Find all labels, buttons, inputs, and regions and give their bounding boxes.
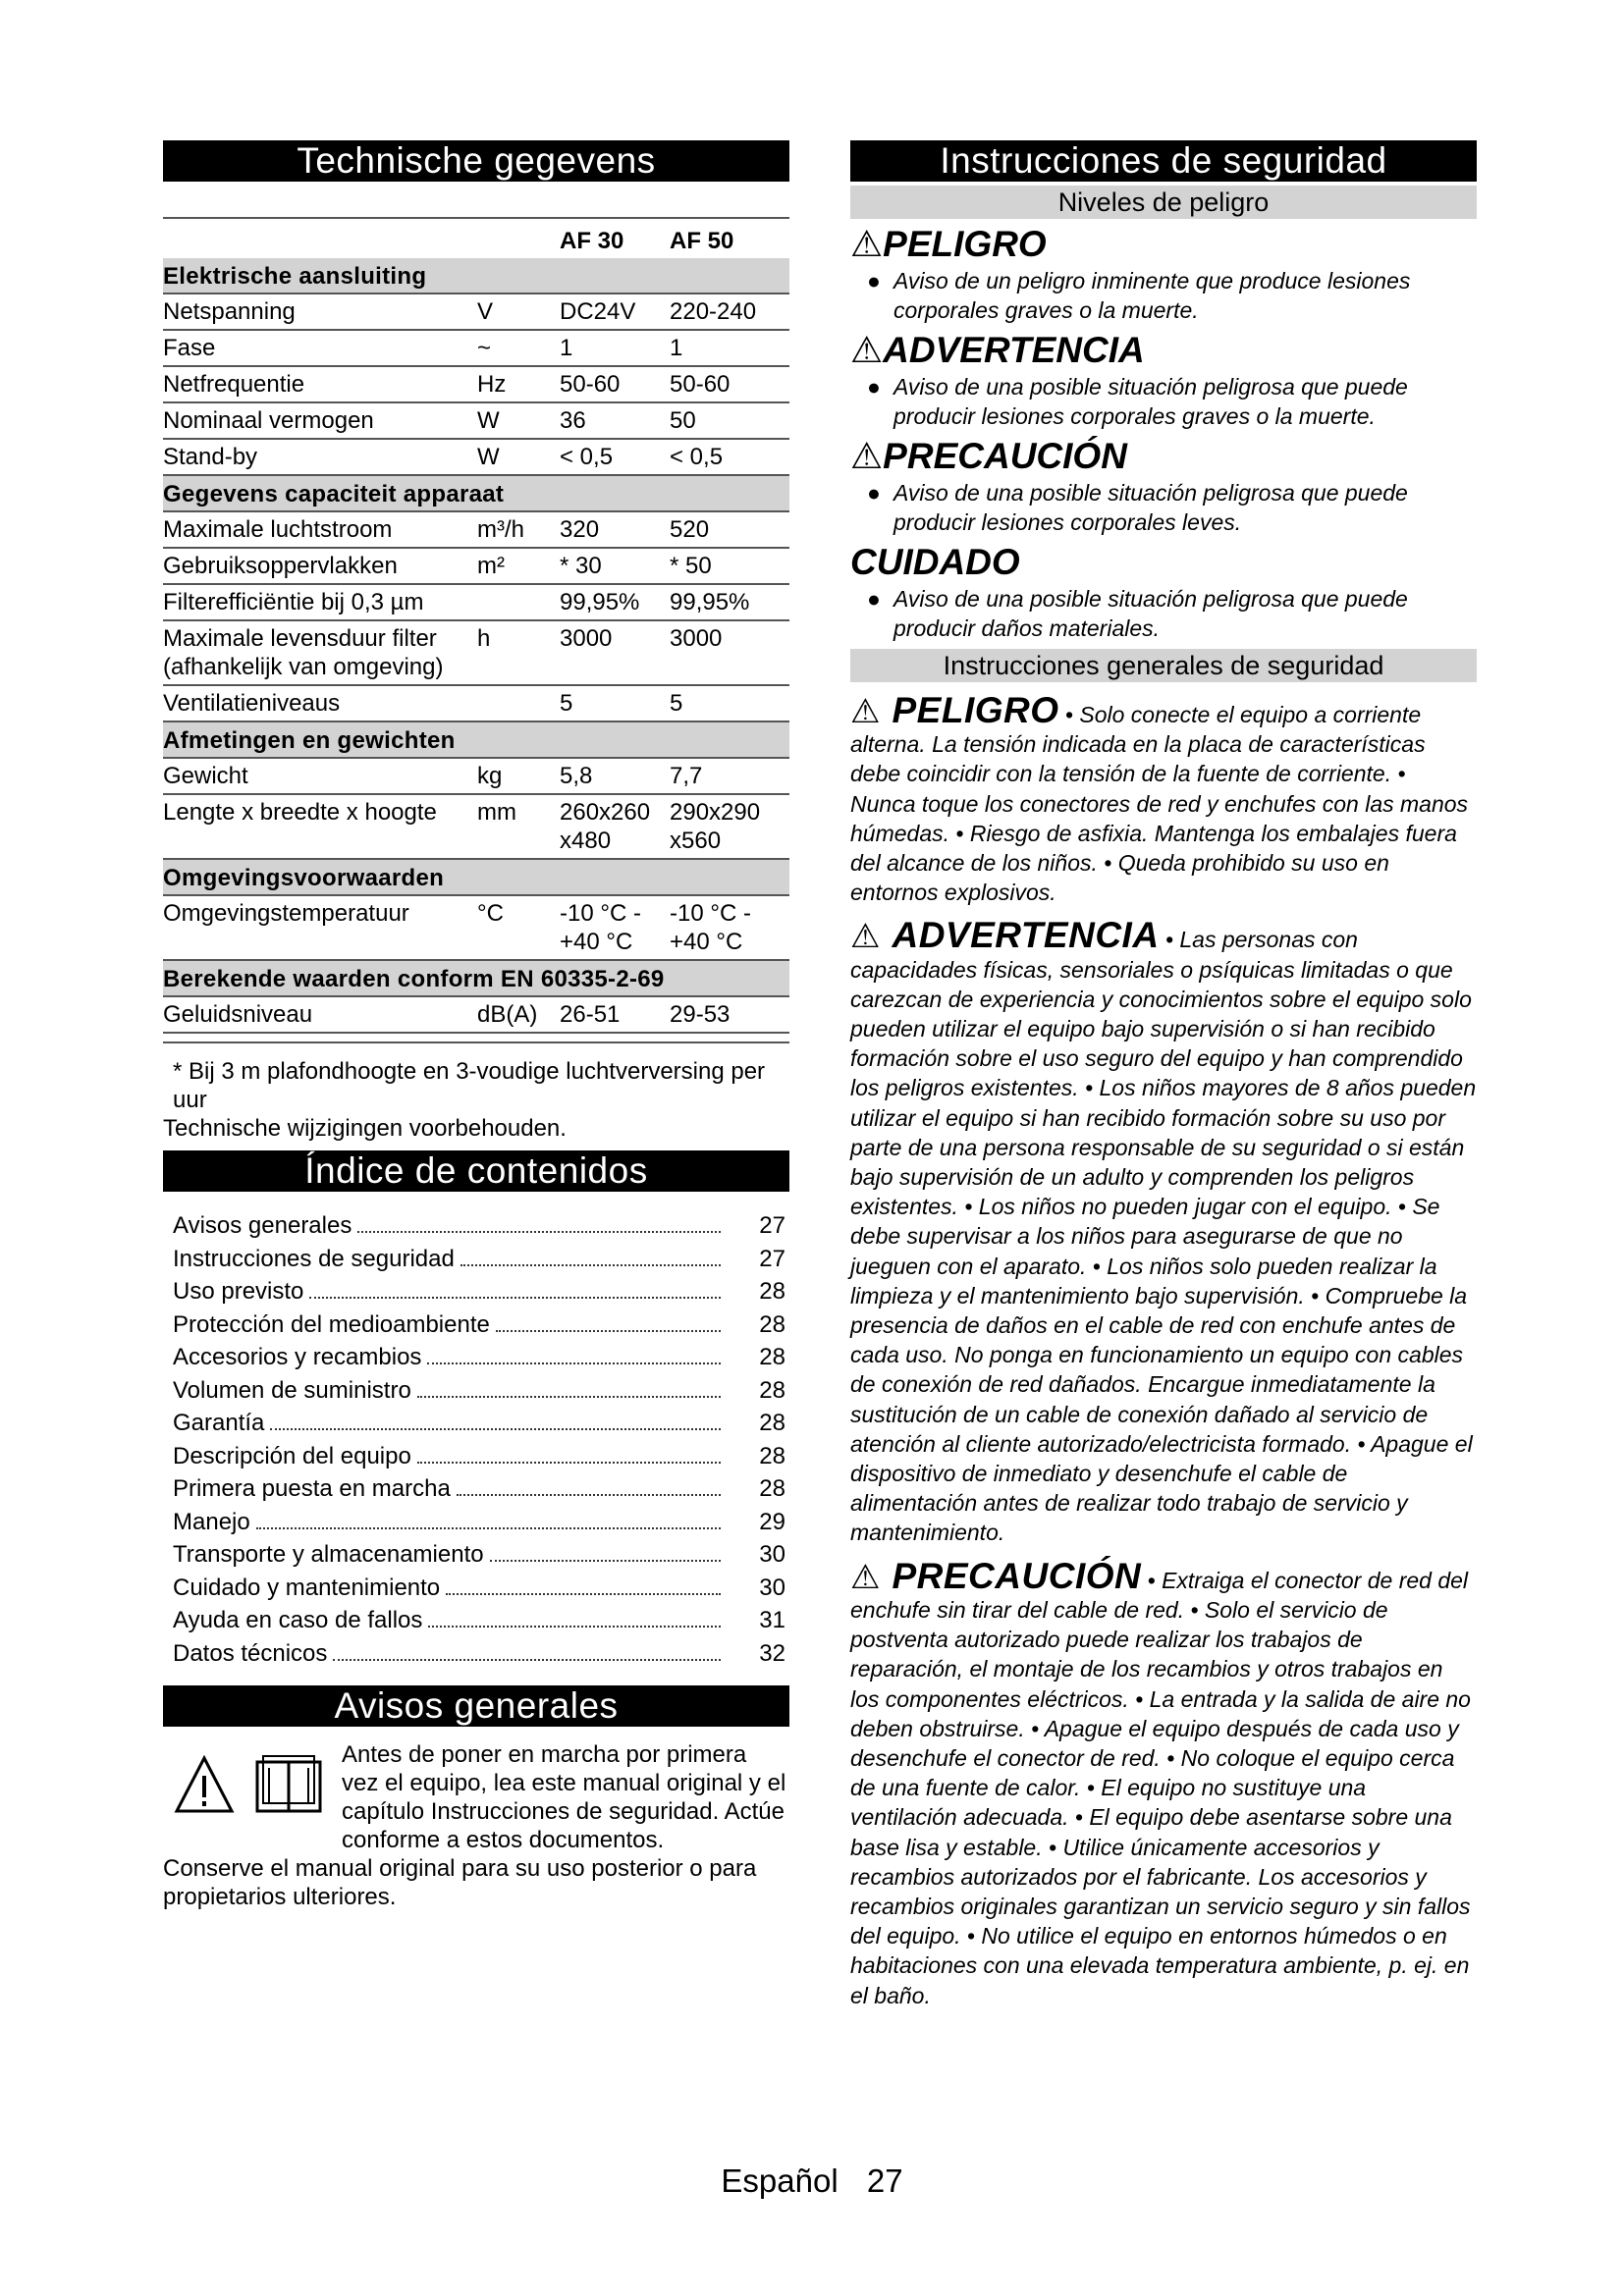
tech-value-af30: 3000: [560, 620, 670, 685]
bullet-icon: ●: [867, 586, 881, 612]
tech-footnote: * Bij 3 m plafondhoogte en 3-voudige luchtverversing per uur: [163, 1041, 789, 1114]
tech-disclaimer: Technische wijzigingen voorbehouden.: [163, 1115, 567, 1142]
warning-triangle-icon: ⚠: [850, 330, 884, 370]
tech-value-af30: 50-60: [560, 366, 670, 402]
tech-value-af50: 7,7: [670, 758, 789, 794]
tech-unit: m³/h: [477, 511, 560, 548]
tech-value-af50: 5: [670, 685, 789, 721]
tech-unit: W: [477, 402, 560, 439]
toc-item-label: Transporte y almacenamiento: [173, 1541, 484, 1568]
tech-label: Nominaal vermogen: [163, 402, 477, 439]
tech-unit: W: [477, 439, 560, 475]
toc-item-page: 27: [759, 1212, 785, 1239]
tech-label: Gebruiksoppervlakken: [163, 548, 477, 584]
hazard-level-name: ADVERTENCIA: [883, 330, 1145, 370]
hazard-level-text: Aviso de una posible situación peligrosa que puede producir lesiones corporales graves o la muerte.: [893, 374, 1408, 429]
toc-item[interactable]: [173, 1506, 785, 1539]
tech-value-af50: 50-60: [670, 366, 789, 402]
safety-paragraph-heading: PRECAUCIÓN: [892, 1555, 1142, 1596]
safety-paragraph-text: • Extraiga el conector de red del enchufe sin tirar del cable de red. • Solo el servicio de postventa autorizado puede realizar los trabajos de reparación, el montaje de los recambios y otros trabajos en los componentes eléctricos. • La entrada y la salida de aire no deben obstruirse. • Apague el equipo después de cada uso y desenchufe el conector de red. • No coloque el equipo cerca de una fuente de calor. • El equipo no sustituye una ventilación adecuada. • El equipo debe asentarse sobre una base lisa y estable. • Utilice únicamente accesorios y recambios autorizados por el fabricante. Los accesorios y recambios originales garantizan un servicio seguro y sin fallos del equipo. • No utilice el equipo en entornos húmedos o en habitaciones con una elevada temperatura ambiente, p. ej. en el baño.: [850, 1567, 1471, 2008]
toc-item[interactable]: [173, 1572, 785, 1605]
safety-paragraph: [850, 915, 1477, 1547]
tech-label: Netspanning: [163, 294, 477, 330]
tech-value-af50: < 0,5: [670, 439, 789, 475]
tech-unit: ~: [477, 330, 560, 366]
left-column: [163, 140, 789, 1911]
hazard-level-title: [850, 541, 1477, 584]
toc-leader-dots: [417, 1396, 721, 1398]
toc-leader-dots: [357, 1231, 721, 1233]
tech-unit: [477, 584, 560, 620]
toc-leader-dots: [490, 1560, 721, 1562]
tech-label: Maximale levensduur filter (afhankelijk van omgeving): [163, 620, 477, 685]
toc-list: [163, 1209, 789, 1670]
safety-paragraph: [850, 690, 1477, 907]
safety-paragraph-text: • Las personas con capacidades físicas, sensoriales o psíquicas limitadas o que carezcan de experiencia y conocimientos sobre el equipo solo pueden utilizar el equipo bajo supervisión o si han recibido formación sobre el uso seguro del equipo y han comprendido los peligros existentes. • Los niños mayores de 8 años pueden utilizar el equipo si han recibido formación sobre su uso por parte de una persona responsable de su seguridad o si están bajo supervisión de un adulto y comprenden los peligros existentes. • Los niños no pueden jugar con el equipo. • Se debe supervisar a los niños para asegurarse de que no jueguen con el aparato. • Los niños solo pueden realizar la limpieza y el mantenimiento bajo supervisión. • Compruebe la presencia de daños en el cable de red con enchufe antes de cada uso. No ponga en funcionamiento un equipo con cables de conexión de red dañados. Encargue inmediatamente la sustitución de un cable de conexión dañado al servicio de atención al cliente autorizado/electricista formado. • Apague el dispositivo de inmediato y desenchufe el cable de alimentación antes de realizar todo trabajo de servicio y mantenimiento.: [850, 927, 1477, 1546]
tech-value-af50: 290x290 x560: [670, 794, 789, 859]
toc-item-label: Volumen de suministro: [173, 1376, 411, 1404]
tech-title: Technische gegevens: [163, 140, 789, 182]
hazard-level-title: [850, 223, 1477, 266]
tech-row: [163, 794, 789, 859]
tech-value-af30: 26-51: [560, 996, 670, 1033]
tech-value-af50: 1: [670, 330, 789, 366]
toc-leader-dots: [427, 1362, 721, 1364]
hazard-level-description: [850, 584, 1477, 643]
toc-title: Índice de contenidos: [163, 1150, 789, 1192]
toc-item[interactable]: [173, 1374, 785, 1408]
warning-triangle-icon: ⚠: [850, 918, 881, 956]
toc-item-page: 28: [759, 1475, 785, 1502]
tech-label: Maximale luchtstroom: [163, 511, 477, 548]
tech-label: Ventilatieniveaus: [163, 685, 477, 721]
toc-item-page: 28: [759, 1410, 785, 1436]
header-af50: AF 50: [670, 218, 789, 258]
tech-row: [163, 294, 789, 330]
levels-title: Niveles de peligro: [850, 186, 1477, 219]
tech-unit: mm: [477, 794, 560, 859]
toc-item-label: Descripción del equipo: [173, 1442, 411, 1469]
toc-leader-dots: [460, 1264, 721, 1266]
footer-page-number: 27: [866, 2163, 903, 2199]
tech-row: [163, 366, 789, 402]
toc-leader-dots: [496, 1330, 721, 1332]
tech-value-af30: 1: [560, 330, 670, 366]
toc-item[interactable]: [173, 1407, 785, 1440]
tech-section-header: [163, 960, 789, 996]
tech-header-row: [163, 218, 789, 258]
toc-item-page: 28: [759, 1376, 785, 1404]
toc-item[interactable]: [173, 1209, 785, 1243]
tech-section-title: Elektrische aansluiting: [163, 258, 789, 294]
tech-unit: Hz: [477, 366, 560, 402]
safety-paragraph-text: • Solo conecte el equipo a corriente alterna. La tensión indicada en la placa de características debe coincidir con la tensión de la fuente de corriente. • Nunca toque los conectores de red y enchufes con las manos húmedas. • Riesgo de asfixia. Mantenga los embalajes fuera del alcance de los niños. • Queda prohibido su uso en entornos explosivos.: [850, 702, 1469, 906]
toc-item-page: 27: [759, 1245, 785, 1272]
warning-manual-icons: [173, 1754, 330, 1815]
tech-table: [163, 217, 789, 1034]
tech-label: Fase: [163, 330, 477, 366]
manual-book-icon: [257, 1756, 320, 1811]
tech-label: Gewicht: [163, 758, 477, 794]
toc-item-page: 28: [759, 1344, 785, 1370]
general-title: Instrucciones generales de seguridad: [850, 649, 1477, 682]
toc-item-page: 31: [759, 1607, 785, 1633]
toc-item-label: Protección del medioambiente: [173, 1310, 490, 1338]
tech-row: [163, 620, 789, 685]
safety-paragraph-heading: PELIGRO: [892, 690, 1059, 730]
tech-section-title: Afmetingen en gewichten: [163, 721, 789, 758]
tech-value-af50: -10 °C - +40 °C: [670, 895, 789, 960]
toc-item-page: 30: [759, 1574, 785, 1601]
toc-item-label: Instrucciones de seguridad: [173, 1245, 455, 1272]
tech-unit: [477, 685, 560, 721]
toc-item-label: Garantía: [173, 1410, 265, 1436]
toc-item-label: Uso previsto: [173, 1278, 304, 1305]
warning-triangle-icon: ⚠: [850, 1558, 881, 1596]
hazard-level-name: PRECAUCIÓN: [883, 436, 1127, 476]
toc-item[interactable]: [173, 1538, 785, 1572]
tech-row: [163, 511, 789, 548]
tech-unit: h: [477, 620, 560, 685]
avisos-text1: Antes de poner en marcha por primera vez el equipo, lea este manual original y el capítulo Instrucciones de seguridad. Actúe conforme a estos documentos.: [342, 1741, 786, 1853]
toc-leader-dots: [256, 1527, 721, 1529]
hazard-level-description: [850, 266, 1477, 325]
page-footer: [0, 2163, 1624, 2200]
tech-row: [163, 996, 789, 1033]
tech-section-header: [163, 859, 789, 895]
toc-item-label: Primera puesta en marcha: [173, 1475, 451, 1502]
tech-value-af50: 29-53: [670, 996, 789, 1033]
tech-unit: °C: [477, 895, 560, 960]
general-list: [850, 690, 1477, 2010]
tech-row: [163, 758, 789, 794]
seguridad-title: Instrucciones de seguridad: [850, 140, 1477, 182]
toc-item-label: Avisos generales: [173, 1212, 352, 1239]
tech-value-af30: < 0,5: [560, 439, 670, 475]
toc-item[interactable]: [173, 1275, 785, 1308]
toc-leader-dots: [457, 1494, 721, 1496]
tech-value-af50: 50: [670, 402, 789, 439]
tech-value-af30: * 30: [560, 548, 670, 584]
toc-item-page: 28: [759, 1278, 785, 1305]
tech-value-af30: 320: [560, 511, 670, 548]
hazard-level-description: [850, 478, 1477, 537]
header-af30: AF 30: [560, 218, 670, 258]
toc-item[interactable]: [173, 1440, 785, 1473]
toc-item-label: Ayuda en caso de fallos: [173, 1607, 423, 1633]
toc-leader-dots: [270, 1428, 721, 1430]
tech-value-af30: 36: [560, 402, 670, 439]
tech-label: Geluidsniveau: [163, 996, 477, 1033]
toc-item[interactable]: [173, 1472, 785, 1506]
tech-label: Omgevingstemperatuur: [163, 895, 477, 960]
tech-section-title: Berekende waarden conform EN 60335-2-69: [163, 960, 789, 996]
bullet-icon: ●: [867, 268, 881, 294]
tech-row: [163, 548, 789, 584]
tech-section-header: [163, 258, 789, 294]
tech-row: [163, 685, 789, 721]
warning-triangle-icon: ⚠: [850, 436, 884, 476]
hazard-level-title: [850, 329, 1477, 372]
tech-value-af30: 5,8: [560, 758, 670, 794]
toc-item-page: 30: [759, 1541, 785, 1568]
tech-value-af50: 99,95%: [670, 584, 789, 620]
tech-section-header: [163, 475, 789, 511]
hazard-level-text: Aviso de una posible situación peligrosa que puede producir daños materiales.: [893, 586, 1408, 641]
toc-leader-dots: [428, 1626, 721, 1628]
toc-item[interactable]: [173, 1341, 785, 1374]
hazard-level-name: PELIGRO: [883, 224, 1047, 264]
hazard-level-title: [850, 435, 1477, 478]
tech-row: [163, 439, 789, 475]
warning-triangle-icon: ⚠: [850, 224, 884, 264]
tech-row: [163, 895, 789, 960]
tech-row: [163, 584, 789, 620]
toc-item[interactable]: [173, 1637, 785, 1671]
hazard-level-name: CUIDADO: [850, 542, 1020, 582]
warning-triangle-icon: ⚠: [850, 693, 881, 730]
tech-value-af50: * 50: [670, 548, 789, 584]
toc-item[interactable]: [173, 1308, 785, 1342]
avisos-text2: Conserve el manual original para su uso posterior o para propietarios ulteriores.: [163, 1855, 757, 1910]
avisos-title: Avisos generales: [163, 1685, 789, 1727]
tech-section-title: Omgevingsvoorwaarden: [163, 859, 789, 895]
tech-section-header: [163, 721, 789, 758]
toc-item-page: 28: [759, 1310, 785, 1338]
tech-value-af30: 260x260 x480: [560, 794, 670, 859]
bullet-icon: ●: [867, 374, 881, 400]
safety-paragraph-heading: ADVERTENCIA: [892, 915, 1160, 956]
hazard-level-text: Aviso de un peligro inminente que produce lesiones corporales graves o la muerte.: [893, 268, 1411, 323]
toc-item[interactable]: [173, 1243, 785, 1276]
tech-unit: dB(A): [477, 996, 560, 1033]
tech-value-af30: 99,95%: [560, 584, 670, 620]
toc-item-label: Datos técnicos: [173, 1639, 328, 1667]
tech-label: Filterefficiëntie bij 0,3 µm: [163, 584, 477, 620]
toc-leader-dots: [446, 1593, 721, 1595]
tech-unit: V: [477, 294, 560, 330]
levels-list: [850, 223, 1477, 643]
toc-item-label: Accesorios y recambios: [173, 1344, 422, 1370]
avisos-box: [163, 1740, 789, 1911]
toc-item-label: Manejo: [173, 1508, 250, 1535]
safety-paragraph: [850, 1555, 1477, 2010]
tech-value-af50: 3000: [670, 620, 789, 685]
toc-item-page: 28: [759, 1442, 785, 1469]
hazard-level-text: Aviso de una posible situación peligrosa que puede producir lesiones corporales leves.: [893, 480, 1408, 535]
right-column: [850, 140, 1477, 2010]
warning-triangle-icon: [177, 1758, 232, 1811]
tech-section-title: Gegevens capaciteit apparaat: [163, 475, 789, 511]
tech-row: [163, 330, 789, 366]
tech-unit: m²: [477, 548, 560, 584]
tech-value-af50: 220-240: [670, 294, 789, 330]
toc-item-page: 29: [759, 1508, 785, 1535]
tech-value-af30: 5: [560, 685, 670, 721]
tech-label: Netfrequentie: [163, 366, 477, 402]
avisos-icons: [173, 1754, 330, 1822]
tech-label: Stand-by: [163, 439, 477, 475]
footer-language: Español: [721, 2163, 839, 2199]
tech-row: [163, 402, 789, 439]
toc-leader-dots: [417, 1462, 721, 1464]
hazard-level-description: [850, 372, 1477, 431]
toc-leader-dots: [309, 1297, 721, 1299]
bullet-icon: ●: [867, 480, 881, 506]
toc-leader-dots: [333, 1659, 721, 1661]
toc-item[interactable]: [173, 1604, 785, 1637]
tech-value-af30: DC24V: [560, 294, 670, 330]
tech-unit: kg: [477, 758, 560, 794]
toc-item-label: Cuidado y mantenimiento: [173, 1574, 441, 1601]
tech-label: Lengte x breedte x hoogte: [163, 794, 477, 859]
tech-value-af30: -10 °C - +40 °C: [560, 895, 670, 960]
tech-value-af50: 520: [670, 511, 789, 548]
toc-item-page: 32: [759, 1639, 785, 1667]
